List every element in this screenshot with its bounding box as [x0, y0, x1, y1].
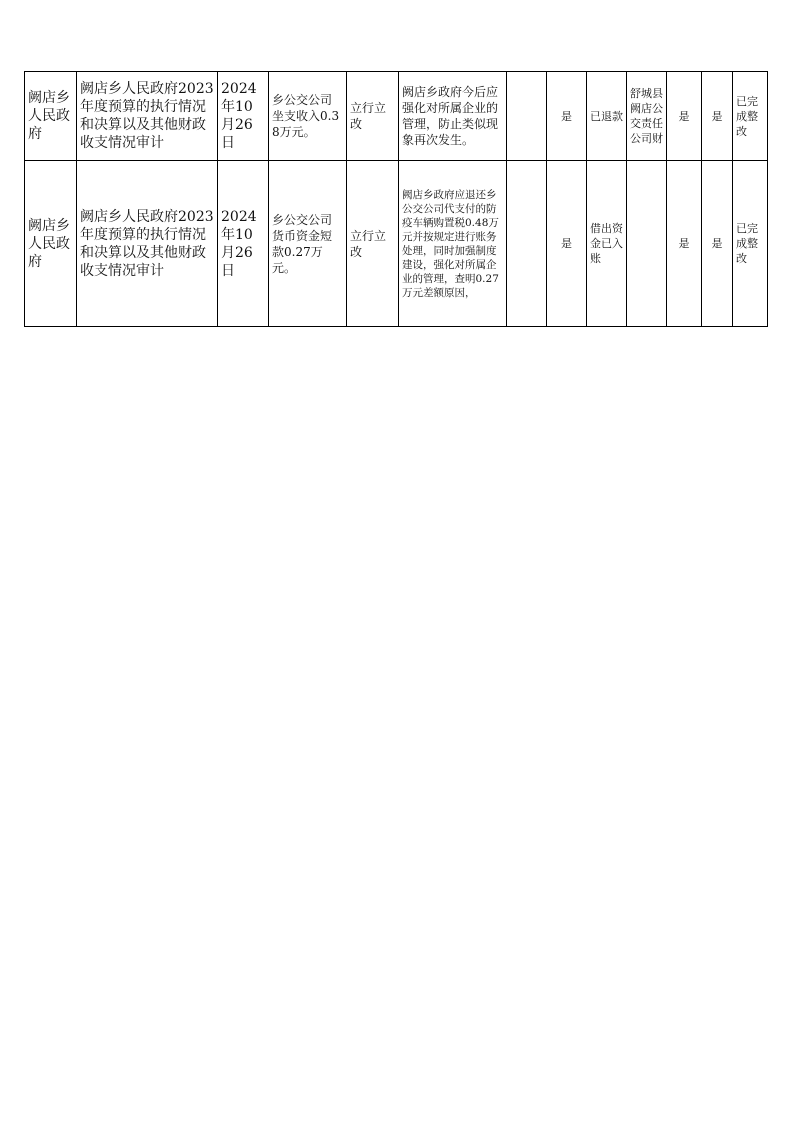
yes-cell: 是 — [702, 161, 733, 327]
result-cell: 已完成整改 — [733, 161, 768, 327]
responsible-party-cell — [627, 161, 667, 327]
rectify-status-cell: 已退款 — [587, 72, 627, 161]
audit-project-cell: 阙店乡人民政府2023年度预算的执行情况和决算以及其他财政收支情况审计 — [77, 72, 218, 161]
rectify-status-cell: 借出资金已入账 — [587, 161, 627, 327]
yes-cell: 是 — [547, 72, 587, 161]
blank-cell — [507, 161, 547, 327]
audited-unit-cell: 阙店乡人民政府 — [25, 72, 77, 161]
yes-cell: 是 — [667, 161, 702, 327]
table-row — [25, 72, 768, 161]
audit-date-cell: 2024年10月26日 — [218, 72, 269, 161]
issue-cell: 乡公交公司货币资金短款0.27万元。 — [269, 161, 347, 327]
audited-unit-cell: 阙店乡人民政府 — [25, 161, 77, 327]
rectify-measure-cell: 阙店乡政府今后应强化对所属企业的管理，防止类似现象再次发生。 — [399, 72, 507, 161]
table-row — [25, 161, 768, 327]
rectify-method-cell: 立行立改 — [347, 161, 399, 327]
responsible-party-cell: 舒城县阙店公交责任公司财 — [627, 72, 667, 161]
audit-date-cell: 2024年10月26日 — [218, 161, 269, 327]
result-cell: 已完成整改 — [733, 72, 768, 161]
audit-project-cell: 阙店乡人民政府2023年度预算的执行情况和决算以及其他财政收支情况审计 — [77, 161, 218, 327]
yes-cell: 是 — [702, 72, 733, 161]
rectify-method-cell: 立行立改 — [347, 72, 399, 161]
yes-cell: 是 — [547, 161, 587, 327]
rectify-measure-cell: 阙店乡政府应退还乡公交公司代支付的防疫车辆购置税0.48万元并按规定进行账务处理，同时加强制度建设，强化对所属企业的管理，查明0.27万元差额原因， — [399, 161, 507, 327]
audit-rectification-table — [24, 71, 768, 327]
issue-cell: 乡公交公司坐支收入0.38万元。 — [269, 72, 347, 161]
yes-cell: 是 — [667, 72, 702, 161]
blank-cell — [507, 72, 547, 161]
